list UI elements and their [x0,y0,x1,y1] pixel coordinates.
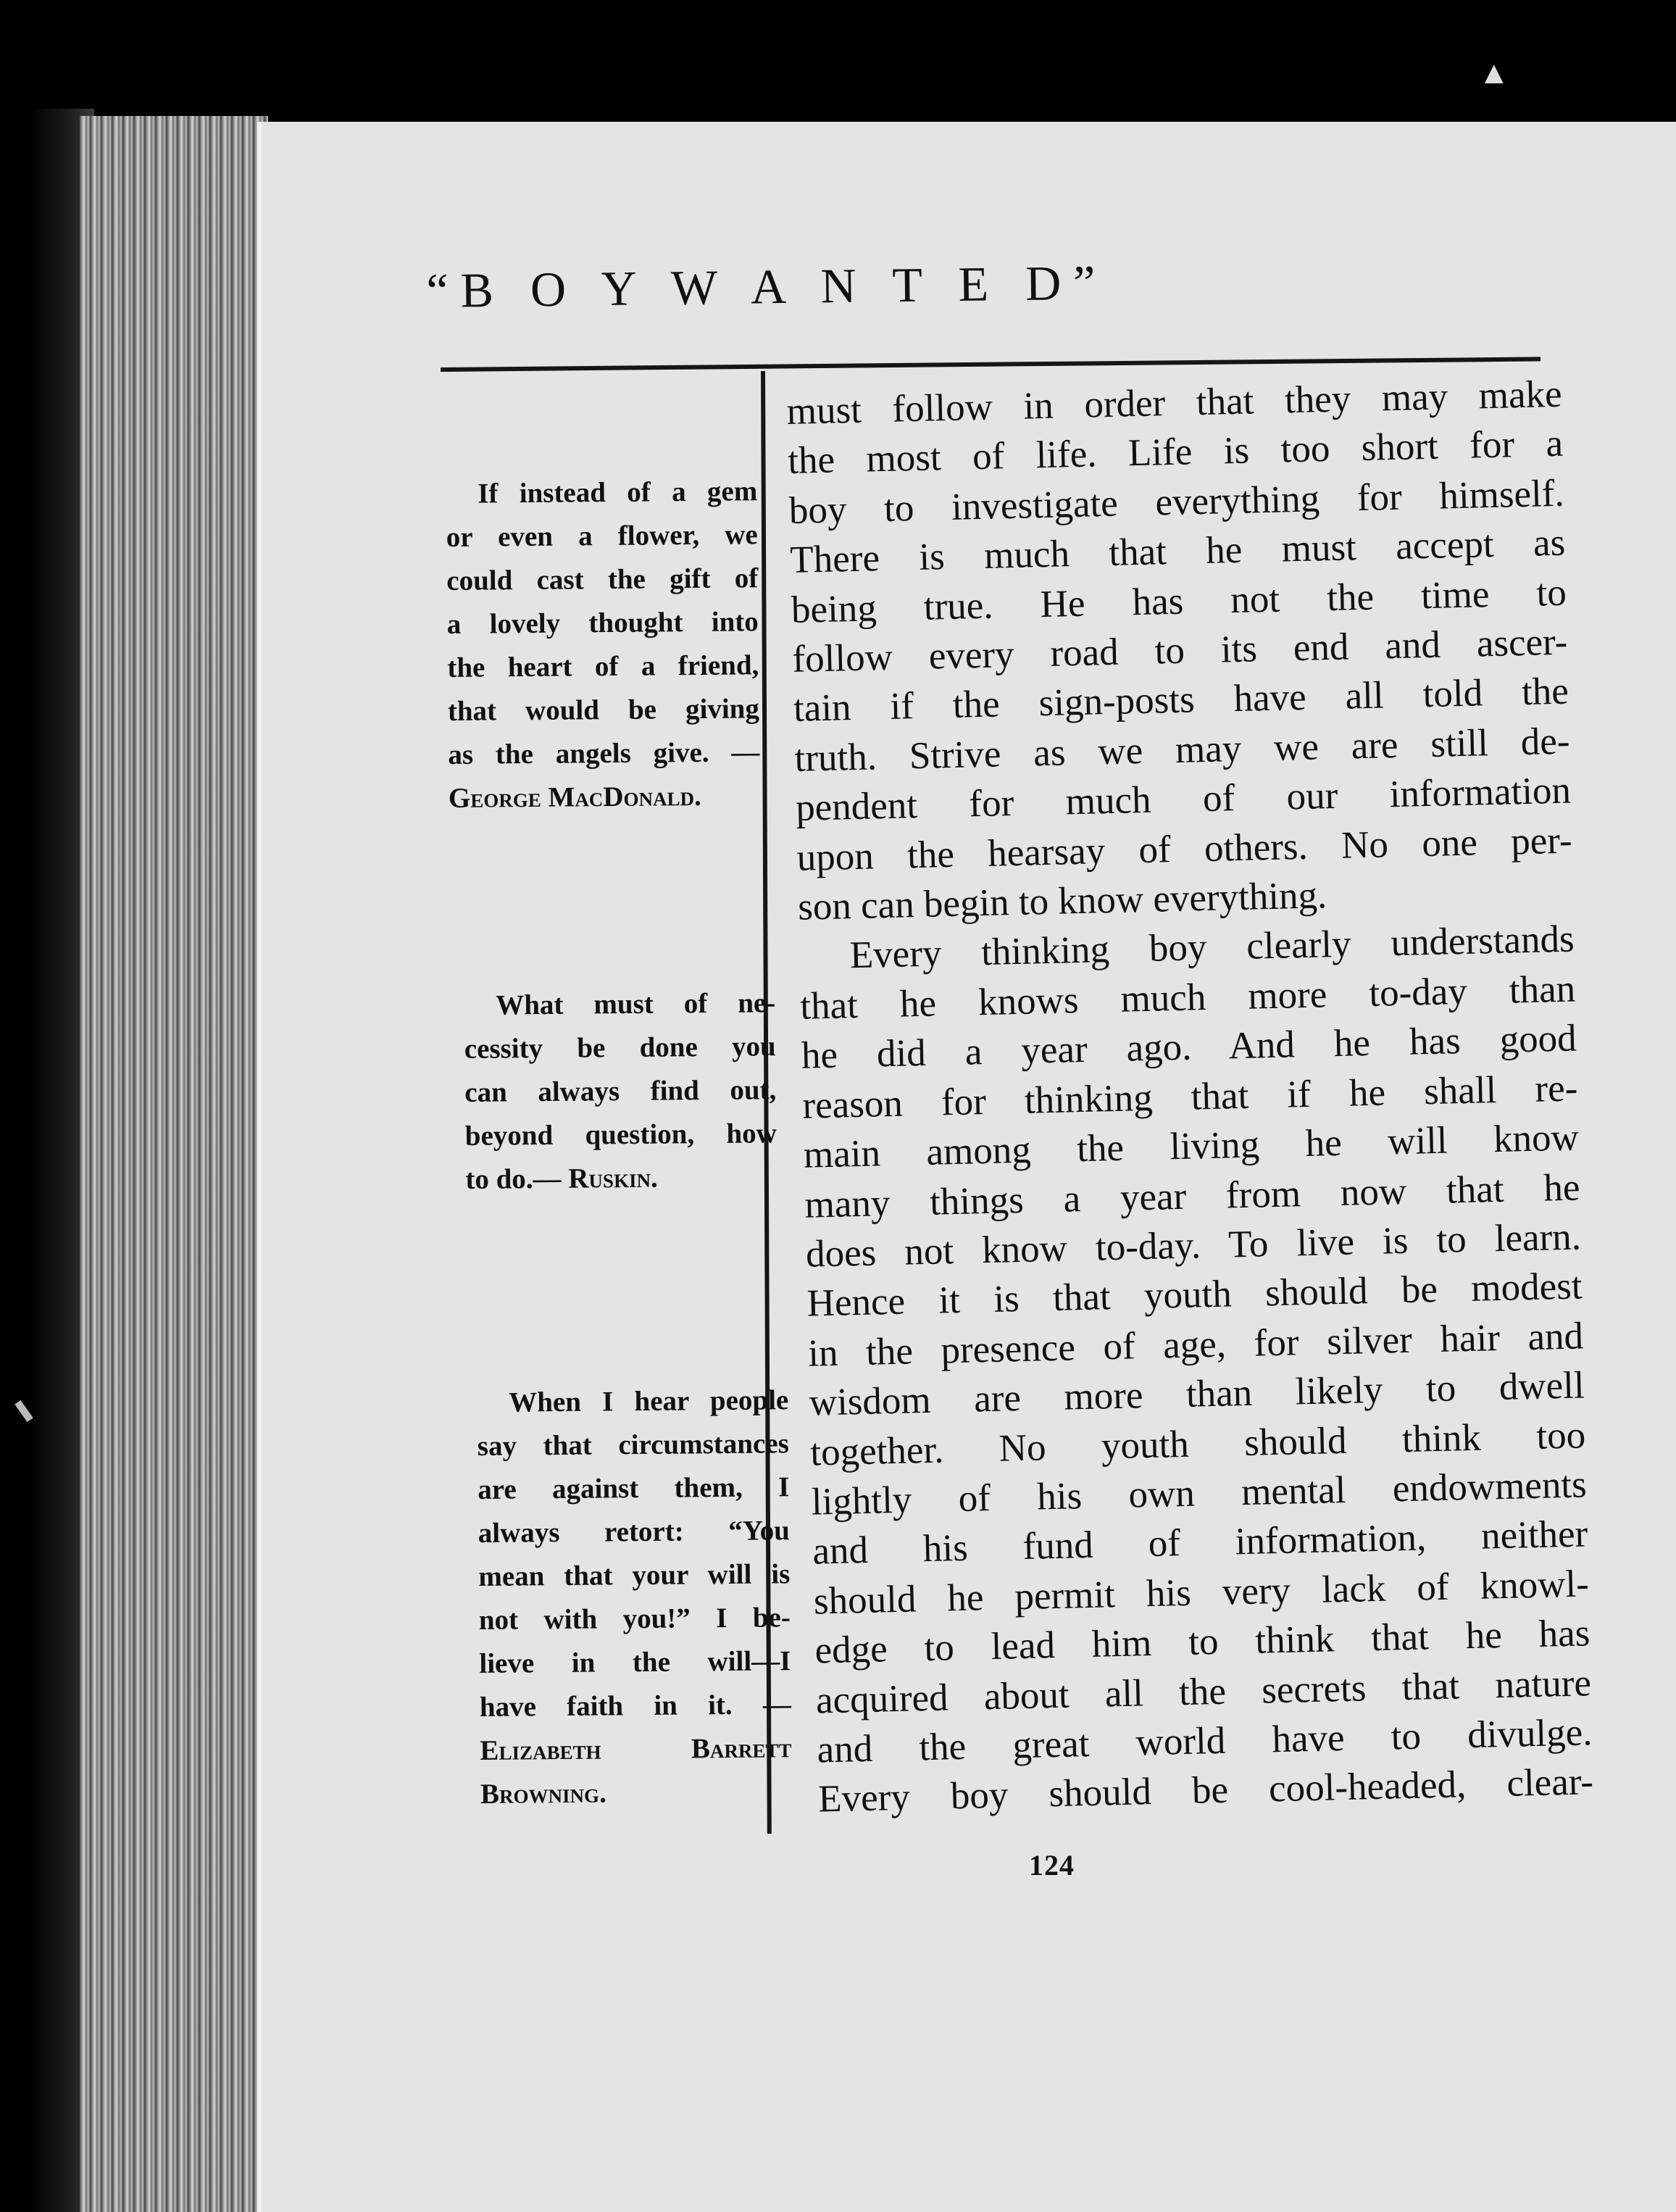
body-line: does not know to-day. To live is to learn. [805,1215,1582,1276]
body-line: wisdom are more than likely to dwell [809,1364,1585,1424]
quote-line: a lovely thought into [446,606,759,640]
quote-attribution: Elizabeth Barrett [480,1732,792,1766]
body-line: reason for thinking that if he shall re- [801,1067,1578,1127]
body-line: edge to lead him to think that he has [814,1612,1590,1672]
body-line: main among the living he will know [803,1116,1580,1176]
quote-attribution: George MacDonald. [448,780,701,814]
quote-line: not with you!” I be- [478,1602,791,1636]
body-line: lightly of his own mental endowments [811,1463,1588,1523]
quote-line: always retort: “You [478,1515,790,1549]
body-line: There is much that he must accept as [789,521,1566,582]
quote-line: the heart of a friend, [447,649,759,683]
body-line: Hence it is that youth should be modest [806,1265,1583,1325]
quote-line: beyond question, how [464,1118,777,1152]
stacked-page-edges [80,116,268,2212]
body-line: that he knows much more to-day than [799,968,1576,1028]
quote-line: are against them, I [478,1471,790,1505]
quote-line: have faith in it. — [479,1689,792,1723]
running-head: “B O Y W A N T E D” [426,254,1108,318]
quote-attribution: Ruskin. [568,1162,658,1194]
body-line: together. No youth should think too [809,1413,1586,1474]
body-line: he did a year ago. And he has good [801,1017,1577,1078]
quote-line: If instead of a gem [478,475,758,510]
quote-line: that would be giving [447,693,760,727]
margin-quote-macdonald [446,470,760,820]
paragraph-start-line: Every thinking boy clearly understands [849,918,1575,977]
quote-line: lieve in the will—I [479,1645,791,1679]
body-line: should he permit his very lack of knowl- [813,1563,1590,1623]
body-line: boy to investigate everything for himself. [788,472,1565,532]
body-line: follow every road to its end and ascer- [791,620,1568,681]
quote-line: cessity be done you [464,1031,776,1065]
quote-line: as the angels give. — [448,736,760,770]
quote-line: can always find out, [464,1074,777,1108]
body-line: and the great world have to divulge. [817,1711,1593,1771]
body-line: Every boy should be cool-headed, clear- [817,1760,1594,1821]
quote-line: What must of ne- [496,987,776,1021]
body-line: the most of life. Life is too short for a [787,423,1564,483]
quote-line: When I hear people [509,1384,789,1418]
body-line: pendent for much of our information [795,769,1572,830]
body-line: truth. Strive as we may we are still de- [793,720,1571,780]
corner-artifact: ▲ [1478,55,1510,91]
quote-line: or even a flower, we [446,519,758,553]
body-text [786,370,1594,1825]
body-line: tain if the sign-posts have all told the [793,670,1569,731]
quote-attribution: Browning. [480,1777,606,1810]
body-line: many things a year from now that he [804,1165,1580,1226]
quote-last-line [465,1155,777,1202]
body-line: being true. He has not the time to [791,571,1567,631]
body-line: and his fund of information, neither [812,1513,1588,1573]
quote-line: say that circumstances [477,1428,789,1462]
body-line: son can begin to know everything. [797,874,1327,928]
body-line: in the presence of age, for silver hair and [807,1315,1584,1375]
body-line: acquired about all the secrets that nature [815,1661,1592,1722]
quote-line: mean that your will is [478,1558,791,1592]
page-number: 124 [1029,1849,1075,1882]
body-line: must follow in order that they may make [786,373,1563,433]
quote-line: to do.— [465,1163,562,1195]
body-line: upon the hearsay of others. No one per- [796,819,1573,879]
margin-quote-ruskin [464,981,777,1202]
margin-quote-browning [477,1379,792,1816]
quote-line: could cast the gift of [446,562,759,596]
